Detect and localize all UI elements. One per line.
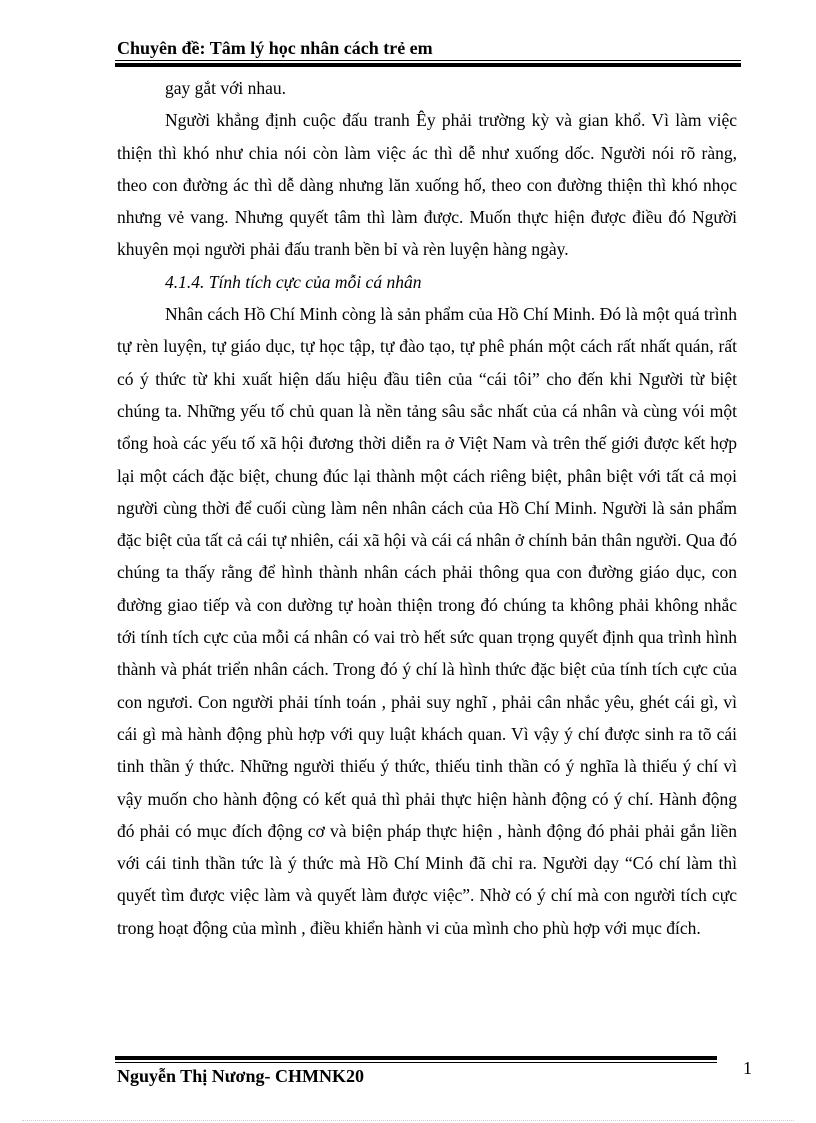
page-number: 1 (743, 1058, 752, 1078)
document-body (117, 72, 737, 944)
paragraph: Nhân cách Hồ Chí Minh còng là sản phẩm của Hồ Chí Minh. Đó là một quá trình tự rèn luyện, tự giáo dục, tự học tập, tự đào tạo, tự phê phán một cách rất nhất quán, rất có ý thức từ khi xuất hiện dấu hiệu đầu tiên của “cái tôi” cho đến khi Người từ biệt chúng ta. Những yếu tố chủ quan là nền tảng sâu sắc nhất của cá nhân và cùng vói một tổng hoà các yếu tố xã hội đương thời diễn ra ở Việt Nam và trên thế giới được kết hợp lại một cách đặc biệt, chung đúc lại thành một cách riêng biệt, phân biệt với tất cả mọi người cùng thời để cuối cùng làm nên nhân cách của Hồ Chí Minh. Người là sản phẩm đặc biệt của tất cả cái tự nhiên, cái xã hội và cái cá nhân ở chính bản thân người. Qua đó chúng ta thấy rằng để hình thành nhân cách phải thông qua con đường giáo dục, con đường giao tiếp và con dường tự hoàn thiện trong đó chúng ta không phải không nhắc tới tính tích cực của mỗi cá nhân có vai trò hết sức quan trọng quyết định qua trình hình thành và phát triển nhân cách. Trong đó ý chí là hình thức đặc biệt của tính tích cực của con ngươi. Con người phải tính toán , phải suy nghĩ , phải cân nhắc yêu, ghét cái gì, vì cái gì mà hành động phù hợp với quy luật khách quan. Vì vậy ý chí được sinh ra tõ cái tinh thần ý thức. Những người thiếu ý thức, thiếu tinh thần có ý nghĩa là thiếu ý chí vì vậy muốn cho hành động có kết quả thì phải thực hiện hành động có ý chí. Hành động đó phải có mục đích động cơ và biện pháp thực hiện , hành động đó phải phải gắn liền với cái tinh thần tức là ý thức mà Hồ Chí Minh đã chỉ ra. Người dạy “Có chí làm thì quyết tìm được việc làm và quyết làm được việc”. Nhờ có ý chí mà con người tích cực trong hoạt động của mình , điều khiển hành vi của mình cho phù hợp với mục đích. (117, 304, 737, 938)
footer-author: Nguyễn Thị Nương- CHMNK20 (117, 1066, 364, 1086)
header-rule (115, 60, 741, 67)
page-edge-divider (22, 1120, 794, 1121)
paragraph: Người khẳng định cuộc đấu tranh Êy phải trường kỳ và gian khổ. Vì làm việc thiện thì khó như chia nói còn làm việc ác thì dễ như xuống dốc. Người nói rõ ràng, theo con đường ác thì dễ dàng nhưng lăn xuống hố, theo con đường thiện thì khó nhọc nhưng vẻ vang. Nhưng quyết tâm thì làm được. Muốn thực hiện được điều đó Người khuyên mọi người phải đấu tranh bền bỉ và rèn luyện hàng ngày. (117, 110, 737, 260)
section-heading: 4.1.4. Tính tích cực của mỗi cá nhân (165, 271, 422, 292)
header-title: Chuyên đề: Tâm lý học nhân cách trẻ em (117, 38, 433, 58)
paragraph-continuation: gay gắt với nhau. (165, 78, 287, 98)
footer-rule (115, 1056, 717, 1063)
